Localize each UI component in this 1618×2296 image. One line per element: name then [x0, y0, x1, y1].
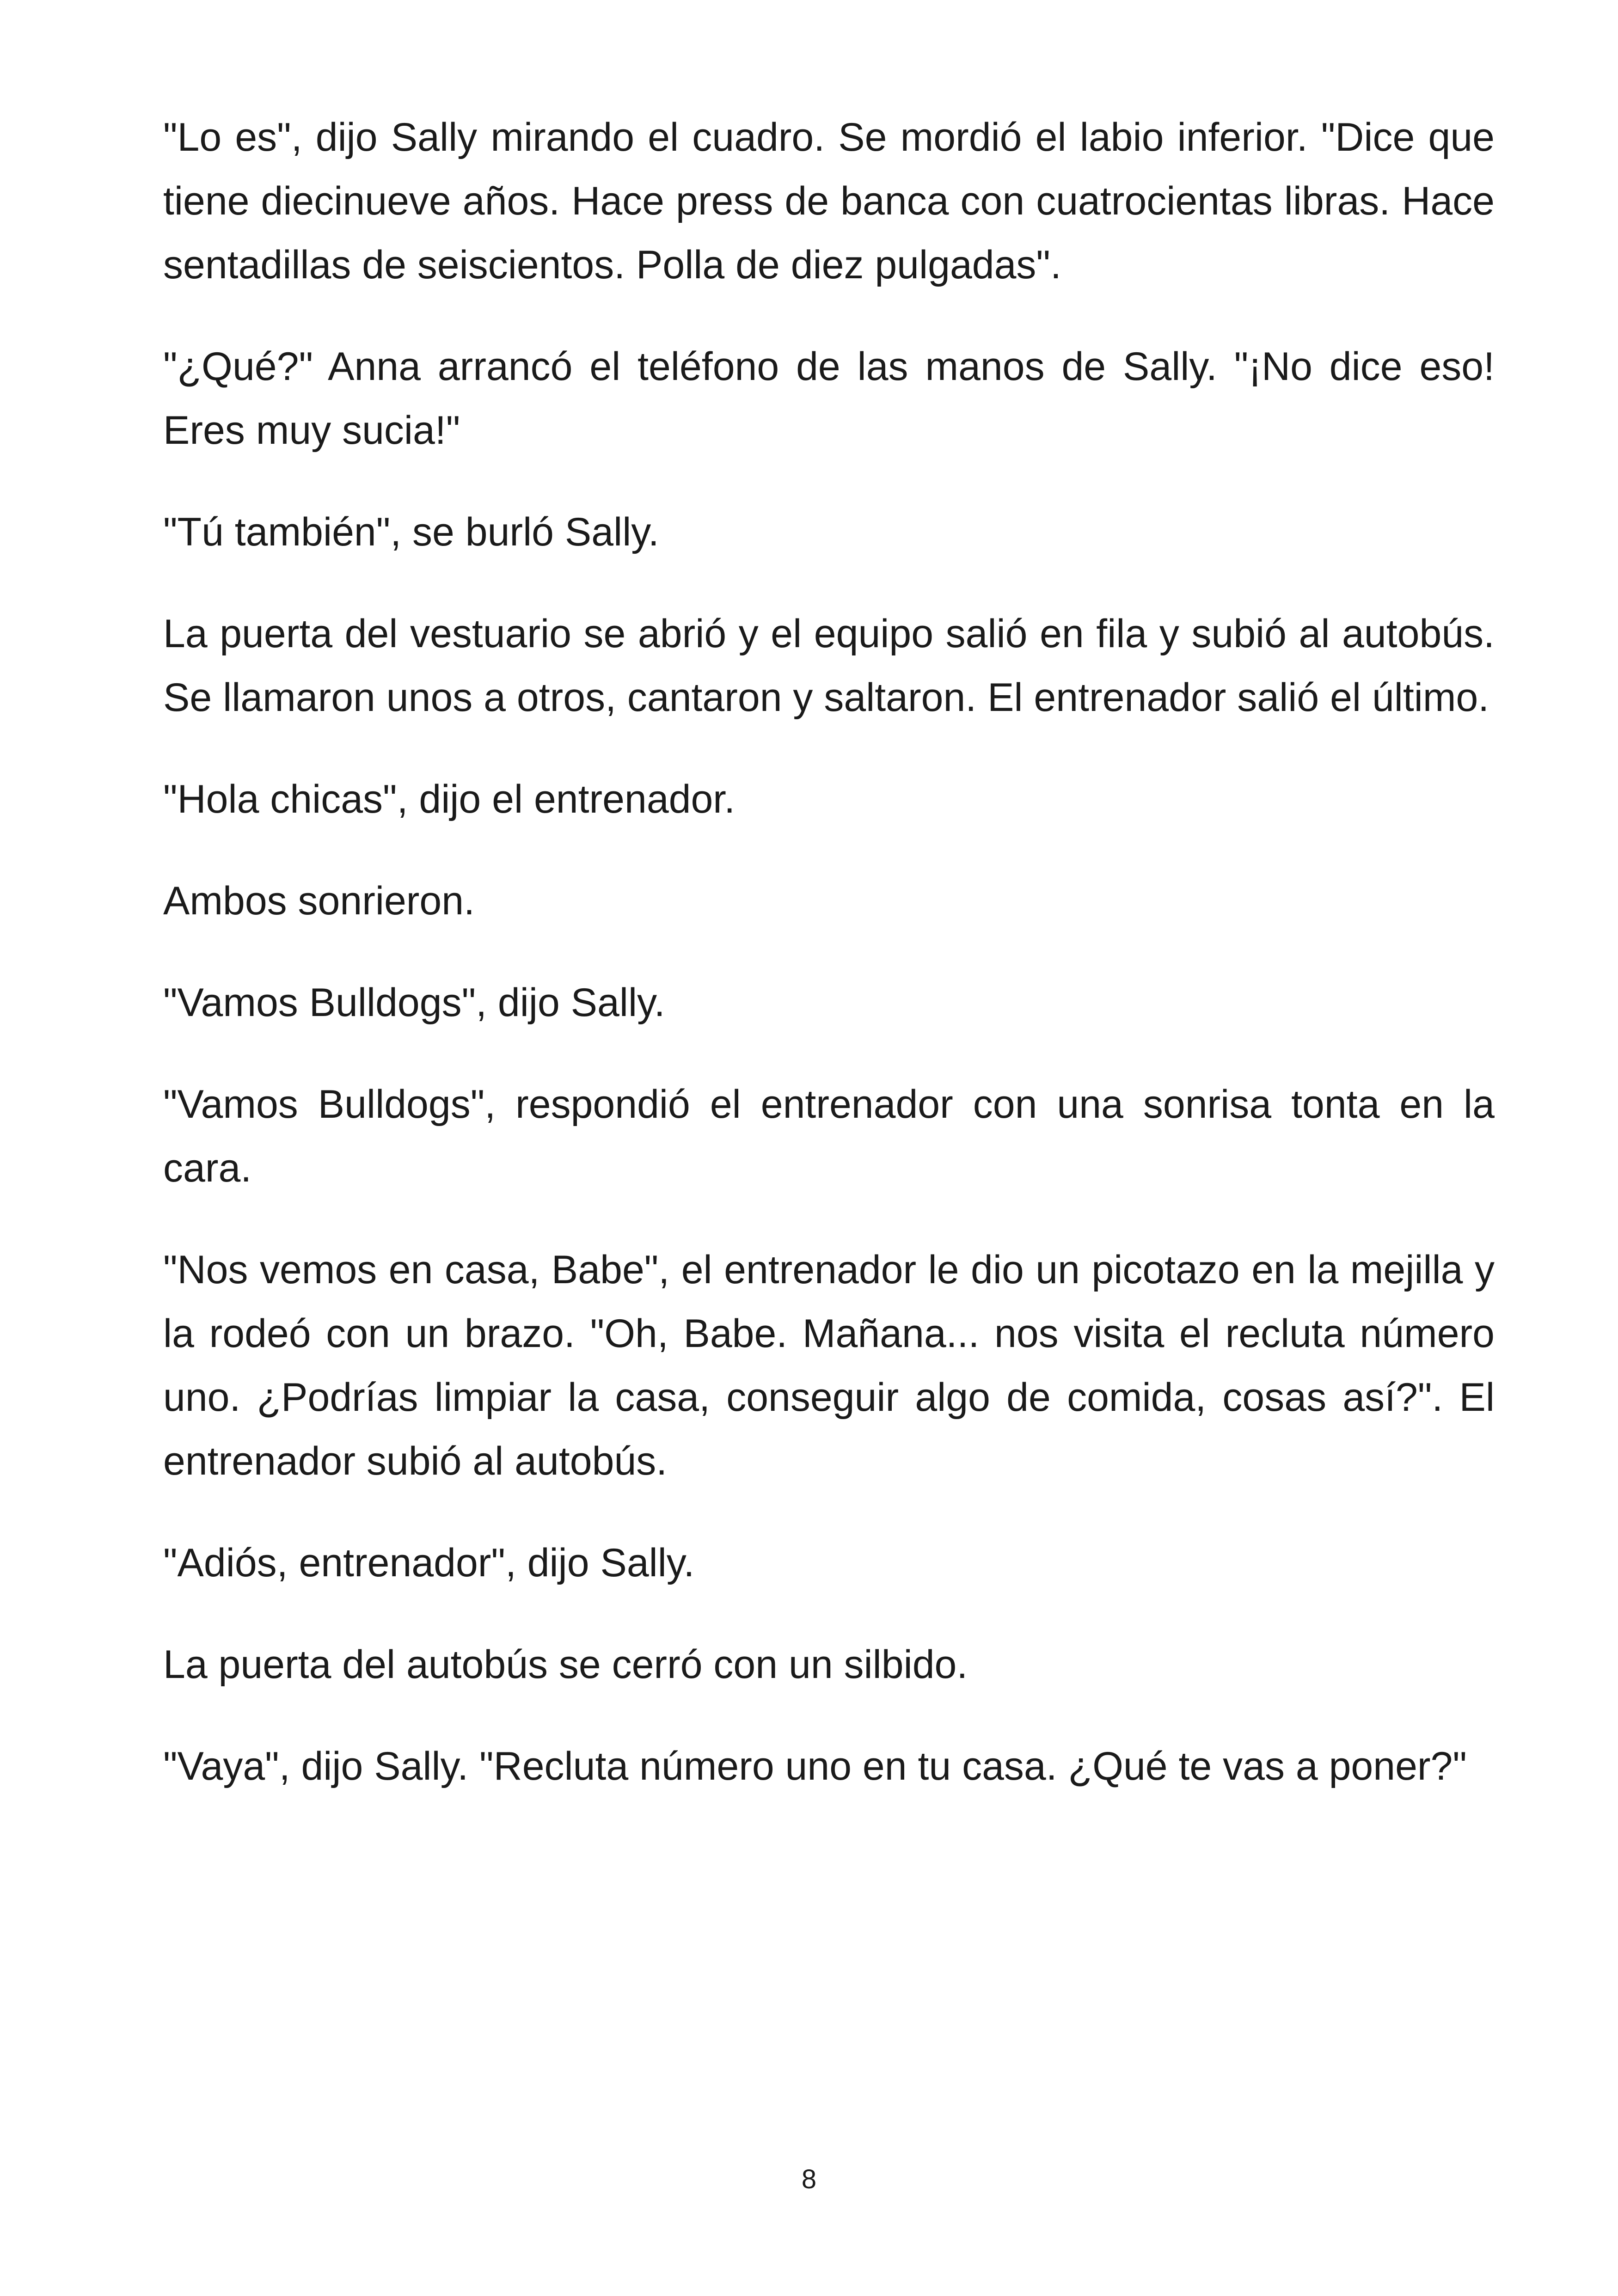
paragraph: "Vamos Bulldogs", dijo Sally. — [163, 980, 665, 1025]
paragraph: "Tú también", se burló Sally. — [163, 510, 659, 554]
paragraph: "¿Qué?" Anna arrancó el teléfono de las manos de Sally. "¡No dice eso! Eres muy sucia!" — [163, 344, 1495, 453]
body-text — [163, 105, 1495, 1836]
paragraph: "Lo es", dijo Sally mirando el cuadro. Se mordió el labio inferior. "Dice que tiene diecinueve años. Hace press de banca con cuatrocientas libras. Hace sentadillas de seiscientos. Polla de diez pulgadas". — [163, 115, 1495, 287]
paragraph: La puerta del autobús se cerró con un silbido. — [163, 1642, 968, 1687]
paragraph: "Hola chicas", dijo el entrenador. — [163, 777, 735, 821]
paragraph: "Vamos Bulldogs", respondió el entrenador con una sonrisa tonta en la cara. — [163, 1082, 1495, 1190]
paragraph: La puerta del vestuario se abrió y el equipo salió en fila y subió al autobús. Se llamaron unos a otros, cantaron y saltaron. El entrenador salió el último. — [163, 612, 1495, 720]
paragraph: "Adiós, entrenador", dijo Sally. — [163, 1541, 695, 1585]
paragraph: "Nos vemos en casa, Babe", el entrenador le dio un picotazo en la mejilla y la rodeó con un brazo. "Oh, Babe. Mañana... nos visita el recluta número uno. ¿Podrías limpiar la casa, conseguir algo de comida, cosas así?". El entrenador subió al autobús. — [163, 1248, 1495, 1483]
paragraph: Ambos sonrieron. — [163, 879, 475, 923]
paragraph: "Vaya", dijo Sally. "Recluta número uno en tu casa. ¿Qué te vas a poner?" — [163, 1744, 1467, 1788]
page-number: 8 — [801, 2164, 817, 2194]
